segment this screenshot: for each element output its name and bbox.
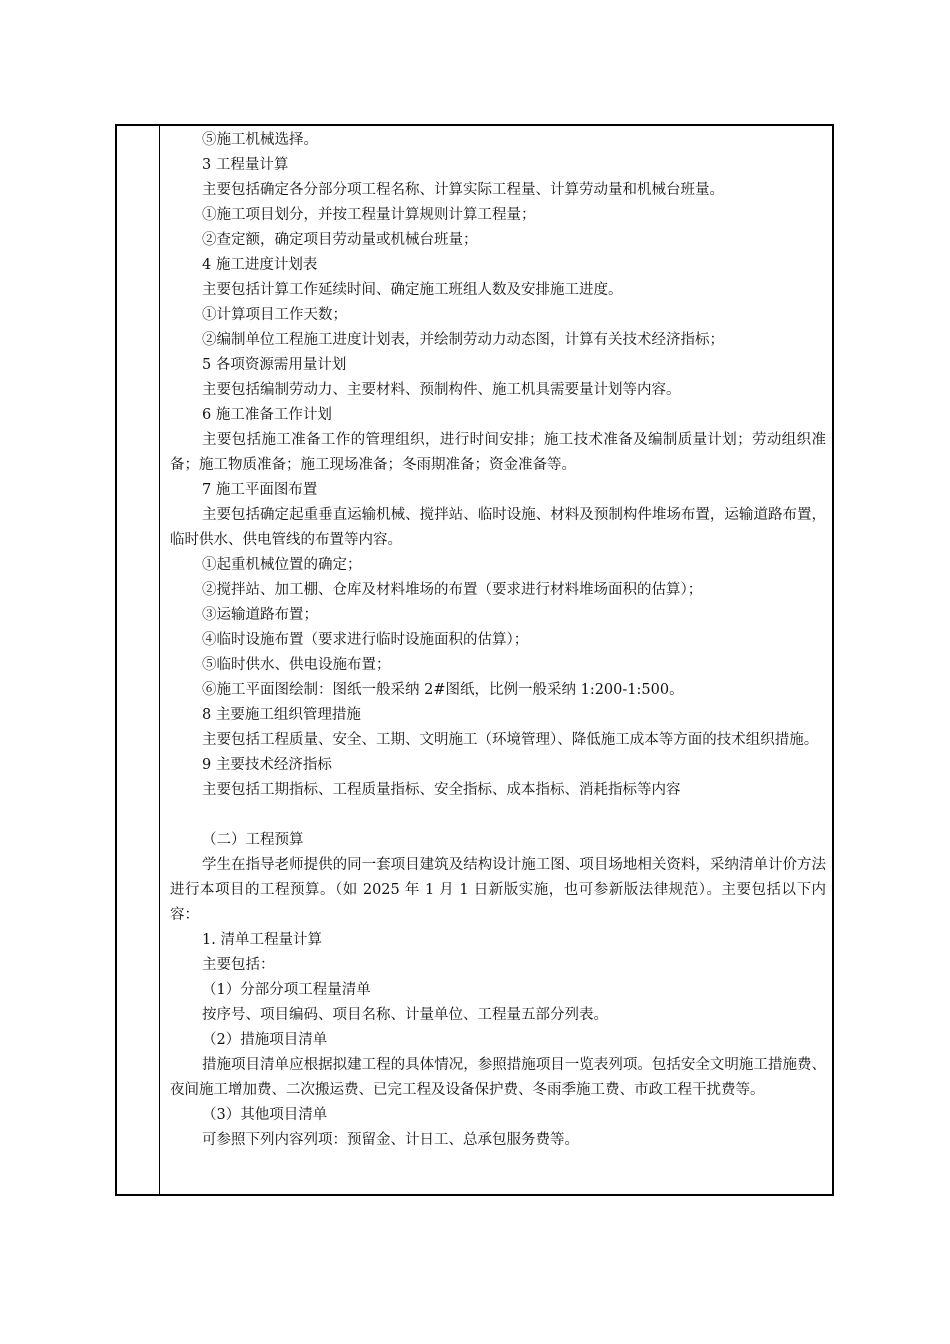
paragraph-line: 主要包括施工准备工作的管理组织，进行时间安排；施工技术准备及编制质量计划；劳动组织准备；施工物质准备；施工现场准备；冬雨期准备；资金准备等。 [170, 432, 826, 473]
paragraph-line: （2）措施项目清单 [202, 1032, 328, 1048]
paragraph-line: 可参照下列内容列项：预留金、计日工、总承包服务费等。 [202, 1132, 579, 1148]
paragraph-line: ①计算项目工作天数； [202, 307, 347, 323]
paragraph-line: 措施项目清单应根据拟建工程的具体情况，参照措施项目一览表列项。包括安全文明施工措施费、夜间施工增加费、二次搬运费、已完工程及设备保护费、冬雨季施工费、市政工程干扰费等。 [170, 1057, 826, 1098]
paragraph-line: 7 施工平面图布置 [202, 482, 318, 498]
paragraph-line: ③运输道路布置； [202, 607, 318, 623]
paragraph-line: ①起重机械位置的确定； [202, 557, 362, 573]
paragraph-line: 主要包括： [202, 957, 275, 973]
column-divider [159, 124, 160, 1196]
paragraph-line: （1）分部分项工程量清单 [202, 982, 371, 998]
paragraph-line: 8 主要施工组织管理措施 [202, 707, 361, 723]
paragraph-line: 3 工程量计算 [202, 157, 289, 173]
paragraph-line: 按序号、项目编码、项目名称、计量单位、工程量五部分列表。 [202, 1007, 608, 1023]
paragraph-line: 主要包括工程质量、安全、工期、文明施工（环境管理）、降低施工成本等方面的技术组织措施。 [202, 732, 819, 748]
paragraph-line: 主要包括确定起重垂直运输机械、搅拌站、临时设施、材料及预制构件堆场布置，运输道路布置，临时供水、供电管线的布置等内容。 [170, 507, 826, 548]
engineering-budget-section [170, 828, 826, 1153]
paragraph-line: 1. 清单工程量计算 [202, 932, 322, 948]
paragraph-line: ④临时设施布置（要求进行临时设施面积的估算）； [202, 632, 529, 648]
paragraph-line: 学生在指导老师提供的同一套项目建筑及结构设计施工图、项目场地相关资料，采纳清单计价方法进行本项目的工程预算。（如 2025 年 1 月 1 日新版实施，也可参新版法律规范）。主要包括以下内容： [170, 857, 826, 923]
paragraph-line: 9 主要技术经济指标 [202, 757, 332, 773]
paragraph-line: ②搅拌站、加工棚、仓库及材料堆场的布置（要求进行材料堆场面积的估算）； [202, 582, 703, 598]
paragraph-line: 4 施工进度计划表 [202, 257, 318, 273]
paragraph-line: ⑥施工平面图绘制：图纸一般采纳 2#图纸，比例一般采纳 1:200-1:500。 [202, 682, 684, 698]
blank-line [170, 803, 826, 828]
document-content [170, 128, 826, 1153]
paragraph-line: ②编制单位工程施工进度计划表，并绘制劳动力动态图，计算有关技术经济指标； [202, 332, 724, 348]
paragraph-line: 6 施工准备工作计划 [202, 407, 332, 423]
construction-plan-section [170, 128, 826, 803]
paragraph-line: 主要包括工期指标、工程质量指标、安全指标、成本指标、消耗指标等内容 [202, 782, 681, 798]
paragraph-line: 主要包括编制劳动力、主要材料、预制构件、施工机具需要量计划等内容。 [202, 382, 681, 398]
paragraph-line: 主要包括计算工作延续时间、确定施工班组人数及安排施工进度。 [202, 282, 623, 298]
paragraph-line: 主要包括确定各分部分项工程名称、计算实际工程量、计算劳动量和机械台班量。 [202, 182, 724, 198]
paragraph-line: ①施工项目划分，并按工程量计算规则计算工程量； [202, 207, 536, 223]
paragraph-line: （二）工程预算 [202, 832, 304, 848]
paragraph-line: ⑤施工机械选择。 [202, 132, 318, 148]
paragraph-line: （3）其他项目清单 [202, 1107, 328, 1123]
paragraph-line: ⑤临时供水、供电设施布置； [202, 657, 391, 673]
paragraph-line: 5 各项资源需用量计划 [202, 357, 347, 373]
paragraph-line: ②查定额，确定项目劳动量或机械台班量； [202, 232, 478, 248]
